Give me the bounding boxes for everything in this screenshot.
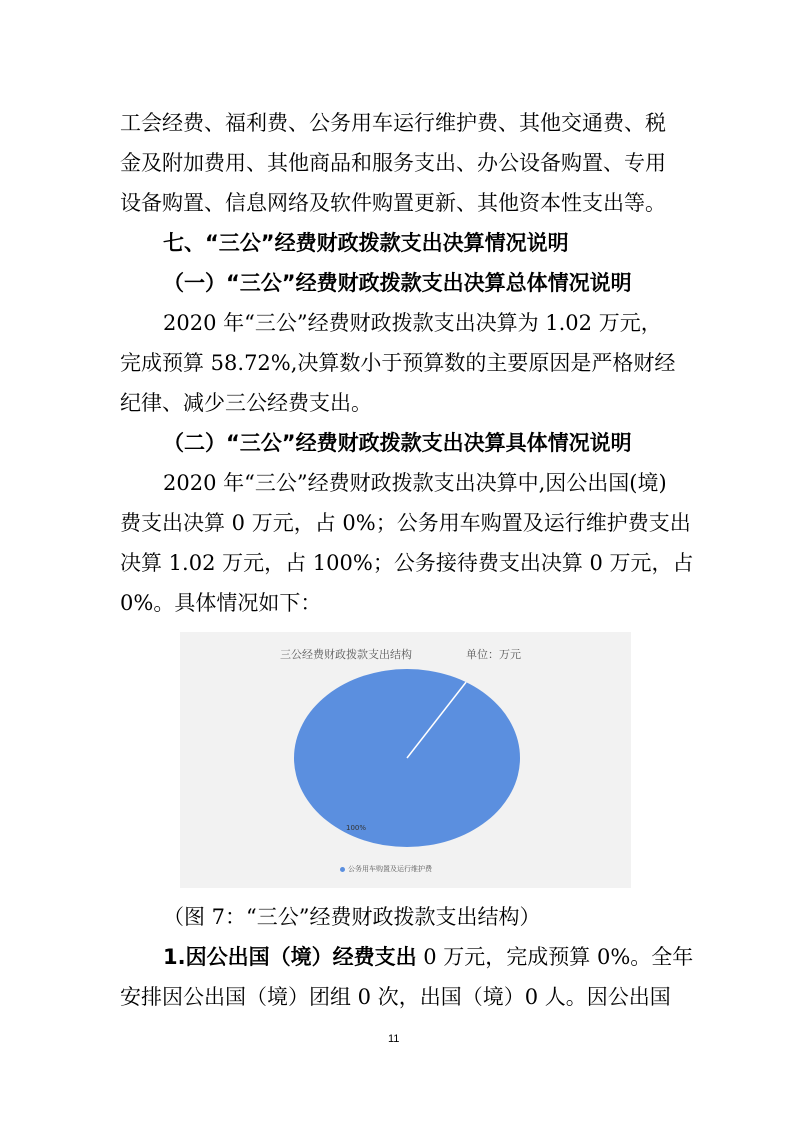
paragraph-line: 决算 1.02 万元，占 100%；公务接待费支出决算 0 万元，占 bbox=[120, 551, 694, 575]
paragraph-line: 工会经费、福利费、公务用车运行维护费、其他交通费、税 bbox=[120, 111, 666, 135]
paragraph-line bbox=[163, 942, 693, 972]
chart-unit-label: 单位：万元 bbox=[466, 648, 521, 661]
slice-data-label: 100% bbox=[346, 824, 367, 832]
page-number: 11 bbox=[388, 1033, 400, 1045]
paragraph-line: 金及附加费用、其他商品和服务支出、办公设备购置、专用 bbox=[120, 151, 666, 175]
paragraph-line: 费支出决算 0 万元，占 0%；公务用车购置及运行维护费支出 bbox=[120, 511, 691, 535]
paragraph-line: 完成预算 58.72%,决算数小于预算数的主要原因是严格财经 bbox=[120, 351, 676, 375]
paragraph-rest: 0 万元，完成预算 0%。全年 bbox=[416, 945, 694, 969]
chart-title: 三公经费财政拨款支出结构 bbox=[280, 648, 412, 661]
paragraph-line: 2020 年“三公”经费财政拨款支出决算中,因公出国(境) bbox=[163, 471, 667, 495]
legend-swatch bbox=[340, 867, 345, 872]
paragraph-line: 2020 年“三公”经费财政拨款支出决算为 1.02 万元， bbox=[163, 311, 662, 335]
paragraph-line: 0%。具体情况如下： bbox=[120, 591, 322, 615]
paragraph-line: 安排因公出国（境）团组 0 次，出国（境）0 人。因公出国 bbox=[120, 985, 671, 1009]
paragraph-line: 纪律、减少三公经费支出。 bbox=[120, 391, 372, 415]
section-heading: 七、“三公”经费财政拨款支出决算情况说明 bbox=[163, 231, 569, 255]
subsection-heading: （一）“三公”经费财政拨款支出决算总体情况说明 bbox=[163, 271, 632, 295]
pie-chart bbox=[180, 632, 631, 888]
chart-legend bbox=[340, 864, 432, 874]
subsection-heading: （二）“三公”经费财政拨款支出决算具体情况说明 bbox=[163, 431, 632, 455]
paragraph-bold-lead: 1.因公出国（境）经费支出 bbox=[163, 945, 417, 969]
pie-svg bbox=[180, 632, 631, 888]
figure-caption: （图 7：“三公”经费财政拨款支出结构） bbox=[163, 905, 541, 929]
paragraph-line: 设备购置、信息网络及软件购置更新、其他资本性支出等。 bbox=[120, 191, 666, 215]
legend-label: 公务用车购置及运行维护费 bbox=[348, 865, 432, 873]
